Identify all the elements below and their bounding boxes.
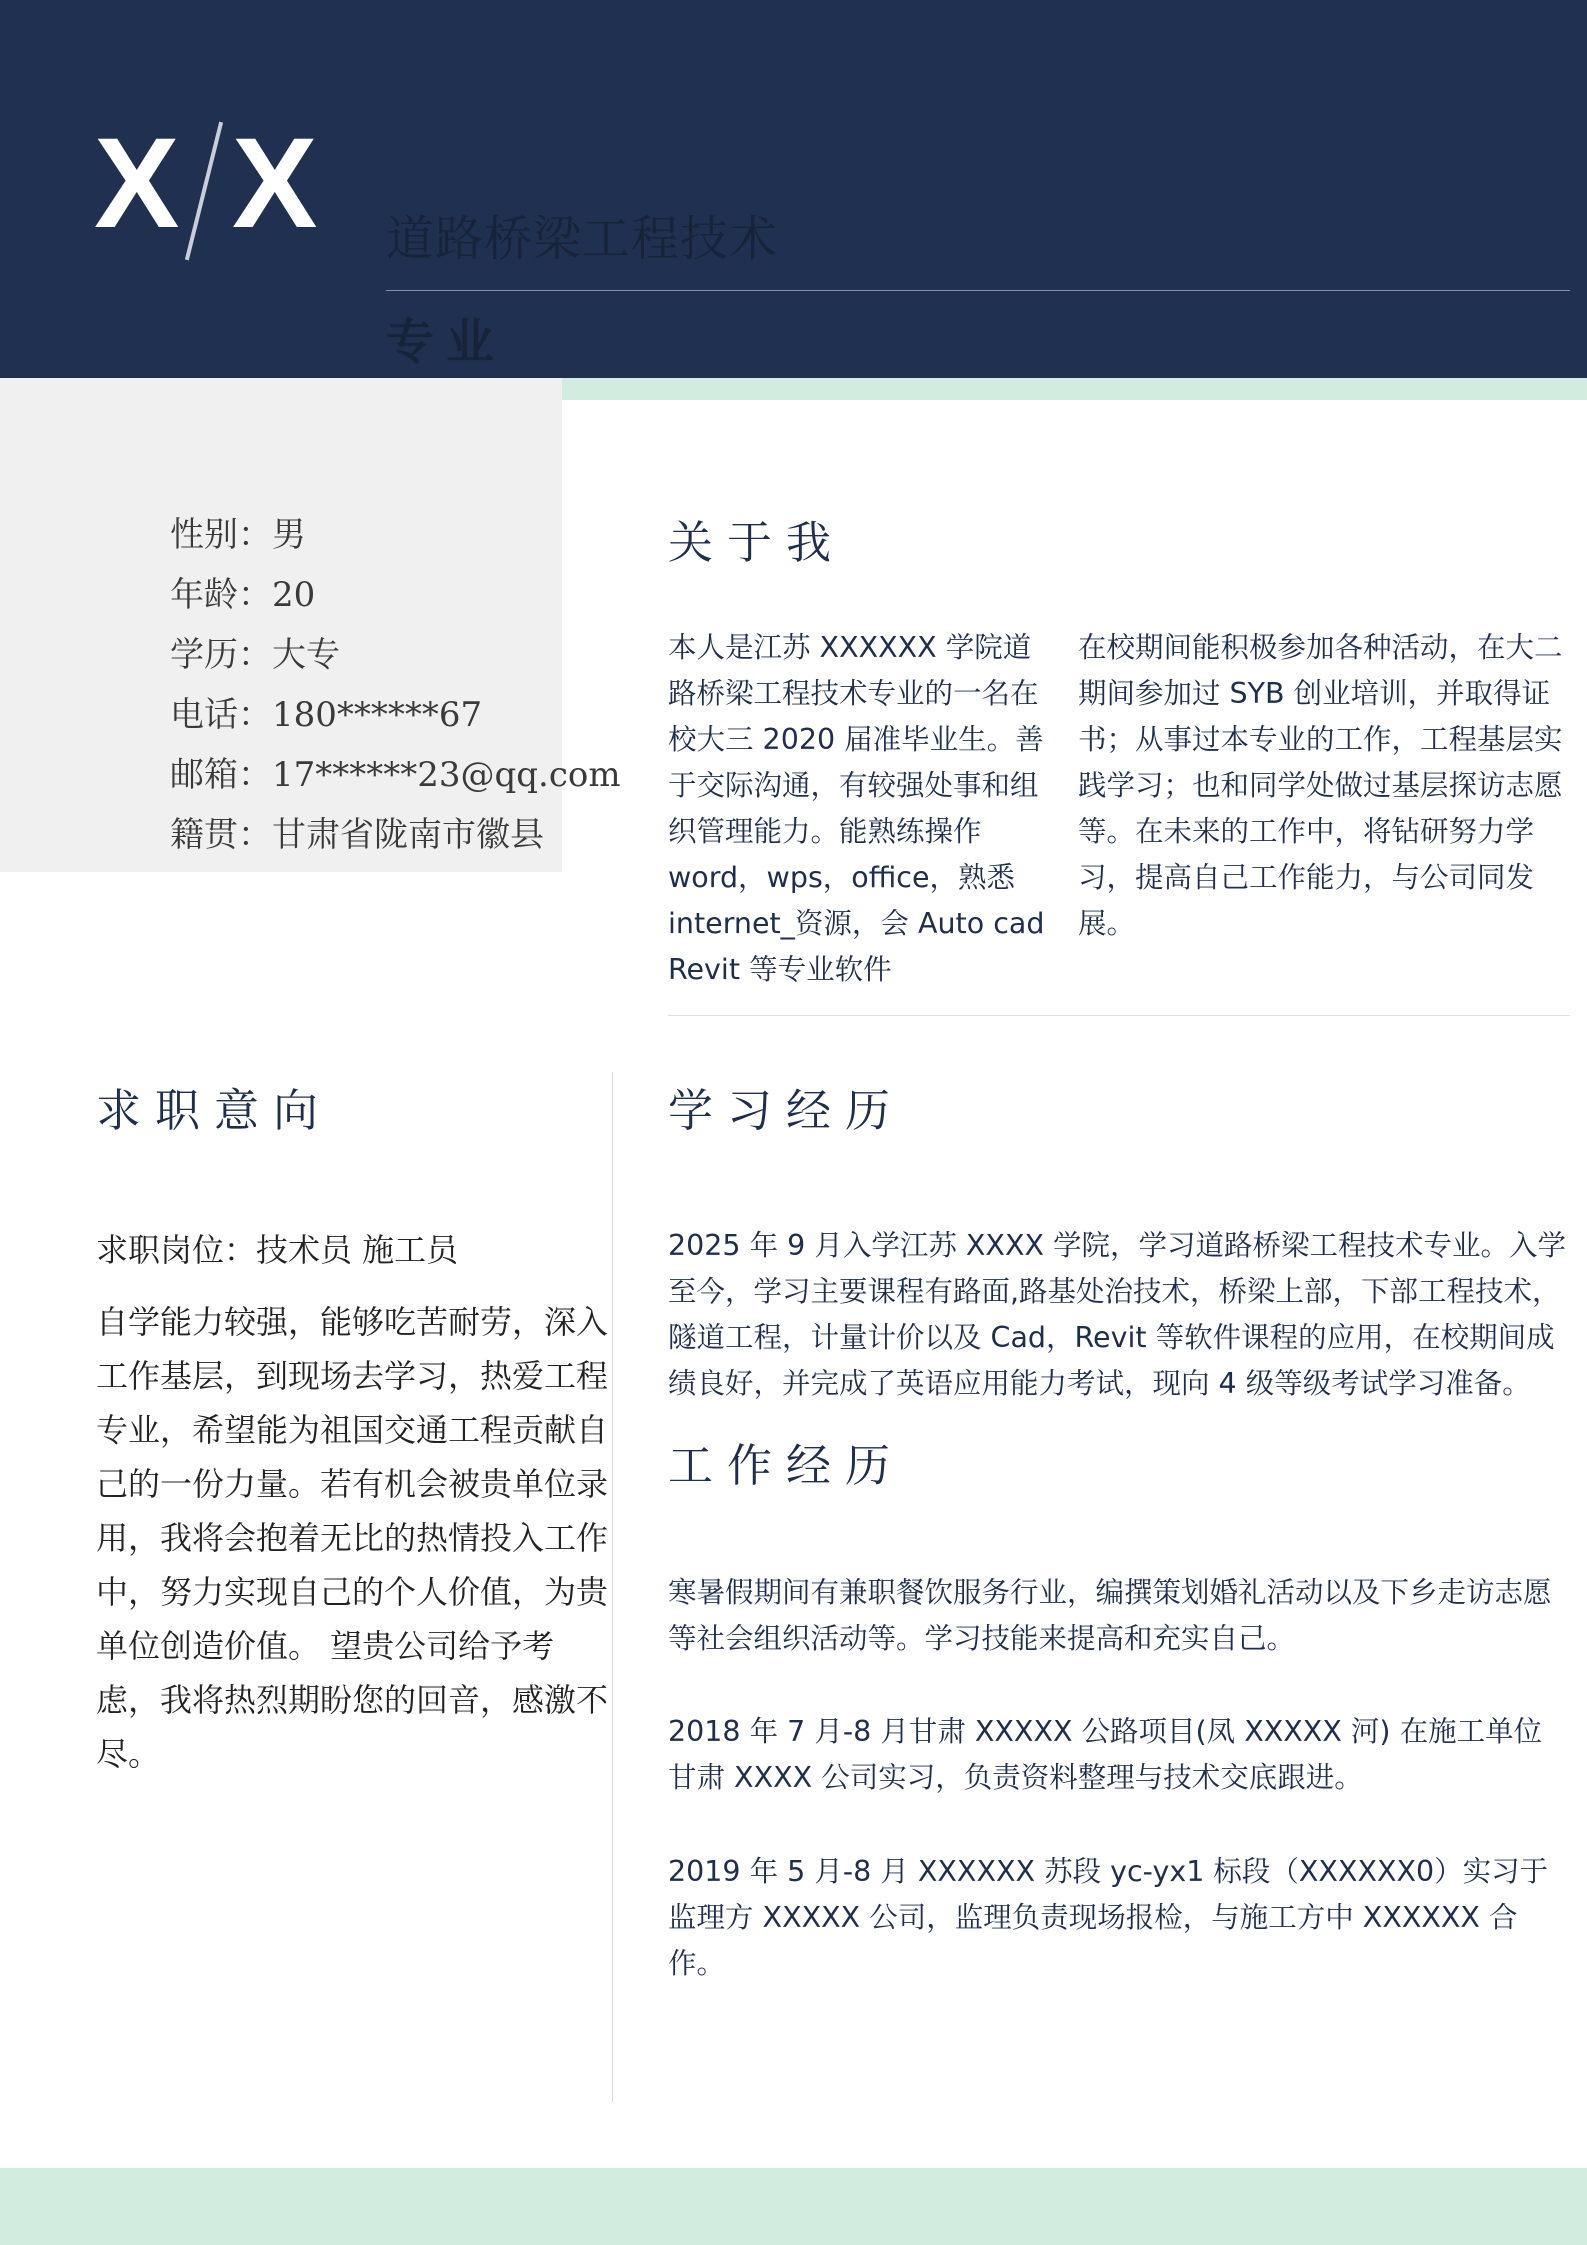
work-item: 寒暑假期间有兼职餐饮服务行业，编撰策划婚礼活动以及下乡走访志愿等社会组织活动等。学习技能来提高和充实自己。 [668, 1576, 1552, 1655]
about-text-left: 本人是江苏 XXXXXX 学院道路桥梁工程技术专业的一名在校大三 2020 届准毕业生。善于交际沟通，有较强处事和组织管理能力。能熟练操作 word，wps，office，熟悉 internet_资源，会 Auto cad Revit 等专业软件 [668, 631, 1045, 986]
column-divider [612, 1072, 613, 2102]
name-initial-left: X [94, 112, 180, 255]
about-text-right: 在校期间能积极参加各种活动，在大二期间参加过 SYB 创业培训，并取得证书；从事过本专业的工作，工程基层实践学习；也和同学处做过基层探访志愿等。在未来的工作中，将钻研努力学习，提高自己工作能力，与公司同发展。 [1078, 631, 1563, 940]
accent-strip [562, 378, 1587, 400]
intent-title: 求职意向 [96, 1084, 333, 1137]
work-item: 2019 年 5 月-8 月 XXXXXX 苏段 yc-yx1 标段（XXXXXX0）实习于监理方 XXXXX 公司，监理负责现场报检，与施工方中 XXXXXX 合作。 [668, 1855, 1549, 1980]
education-title: 学习经历 [668, 1084, 905, 1137]
info-gender: 性别：男 [170, 515, 306, 555]
intent-job: 求职岗位：技术员 施工员 [96, 1231, 459, 1269]
major-title: 道路桥梁工程技术 [386, 211, 779, 267]
about-divider [668, 1015, 1570, 1016]
intent-description: 自学能力较强，能够吃苦耐劳，深入工作基层，到现场去学习，热爱工程专业，希望能为祖国交通工程贡献自己的一份力量。若有机会被贵单位录用，我将会抱着无比的热情投入工作中，努力实现自己的个人价值，为贵单位创造价值。 望贵公司给予考虑，我将热烈期盼您的回音，感激不尽。 [96, 1303, 609, 1773]
education-text: 2025 年 9 月入学江苏 XXXX 学院，学习道路桥梁工程技术专业。入学至今，学习主要课程有路面,路基处治技术，桥梁上部，下部工程技术，隧道工程，计量计价以及 Cad，Revit 等软件课程的应用，在校期间成绩良好，并完成了英语应用能力考试，现向 4 级等级考试学习准备。 [668, 1229, 1567, 1400]
header-divider [386, 290, 1570, 291]
info-hometown: 籍贯：甘肃省陇南市徽县 [170, 815, 544, 855]
info-phone: 电话：180******67 [170, 695, 483, 735]
about-title: 关于我 [668, 516, 846, 569]
work-title: 工作经历 [668, 1439, 905, 1492]
name-initial-right: X [232, 112, 318, 255]
info-age: 年龄：20 [170, 575, 316, 615]
info-education: 学历：大专 [170, 635, 340, 675]
personal-info-list [170, 505, 621, 865]
major-subtitle: 专业 [386, 314, 507, 370]
info-email: 邮箱：17******23@qq.com [170, 755, 621, 795]
footer-band [0, 2168, 1587, 2245]
work-item: 2018 年 7 月-8 月甘肃 XXXXX 公路项目(凤 XXXXX 河) 在施工单位甘肃 XXXX 公司实习，负责资料整理与技术交底跟进。 [668, 1715, 1543, 1794]
